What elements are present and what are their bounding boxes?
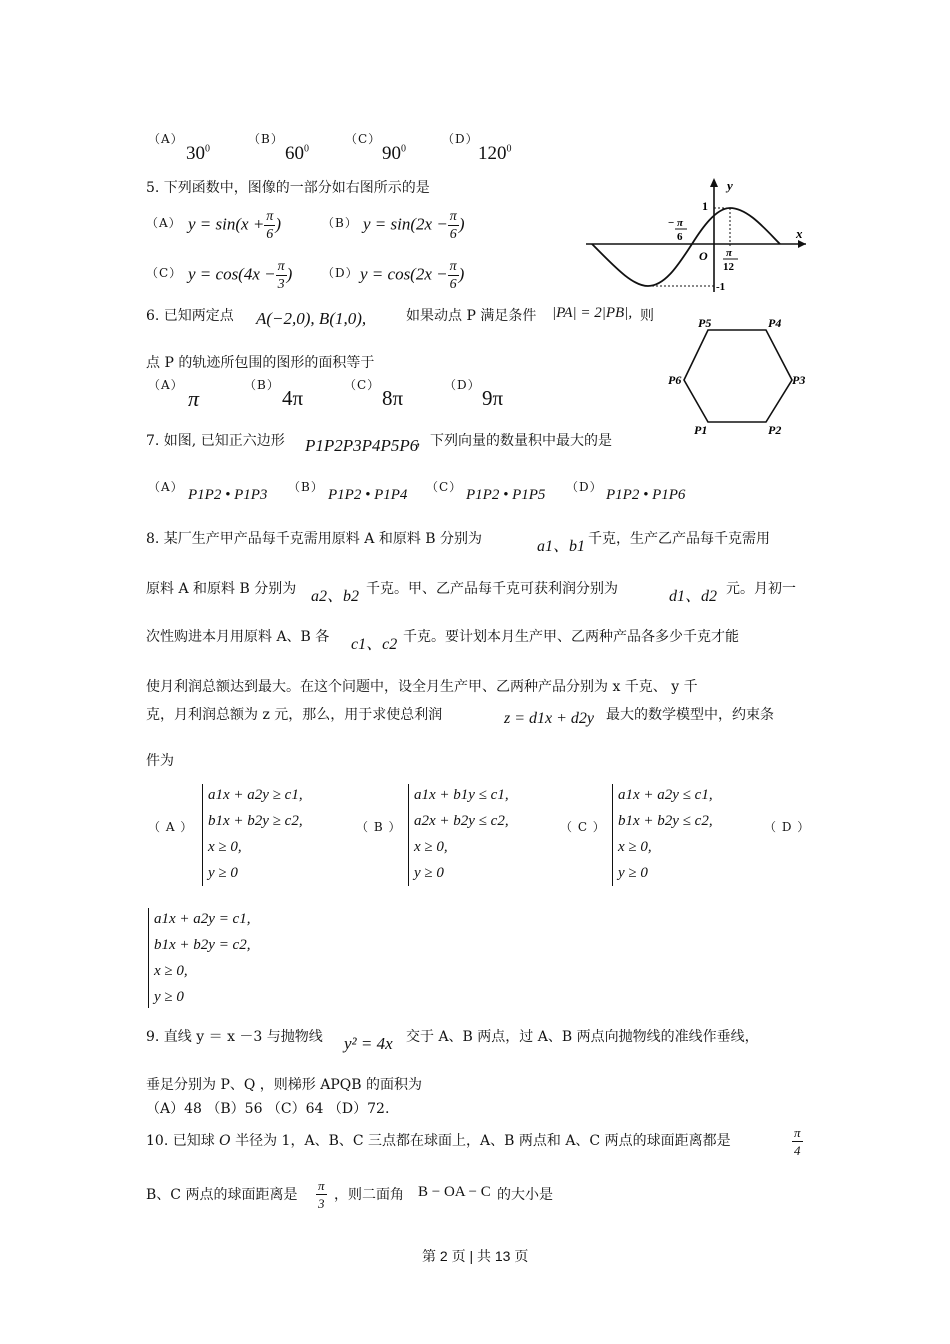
hex-label-p4: P4	[768, 316, 782, 330]
q8-line2-c: 元。月初一	[726, 581, 796, 597]
graph-curve	[592, 208, 780, 286]
q5-option-d-label: （D）	[322, 266, 359, 280]
q6-option-b-label: （B）	[244, 378, 280, 392]
q8-line5-math: z = d1x + d2y	[504, 710, 595, 727]
q9-parabola: y² = 4x	[344, 1034, 393, 1053]
q6-option-a-value: π	[188, 386, 200, 411]
q7-hexagon-name: P1P2P3P4P5P6	[305, 436, 419, 455]
q6-line2: 点 P 的轨迹所包围的图形的面积等于	[146, 355, 375, 371]
q8-option-b-system: a1x + b1y ≤ c1, a2x + b2y ≤ c2, x ≥ 0, y ≥ 0	[414, 787, 509, 881]
q5-option-d-formula: y = cos(2x − $\frac{\pi}{6}$ )	[360, 259, 465, 292]
q7-option-d-value: P1P2 • P1P6	[606, 487, 686, 503]
q7-stem-a: 7. 如图, 已知正六边形	[146, 433, 285, 449]
q5-option-a-formula: y = sin(x + $\frac{\pi}{6}$ )	[188, 209, 281, 242]
q8-option-b-label: （ B ）	[356, 820, 402, 834]
q8-option-a-system: a1x + a2y ≥ c1, b1x + b2y ≥ c2, x ≥ 0, y ≥ 0	[208, 787, 303, 881]
graph-neg-pi-num: π	[677, 217, 684, 229]
q5-option-c-formula: y = cos(4x − $\frac{\pi}{3}$ )	[188, 259, 293, 292]
q8-line6: 件为	[146, 753, 174, 769]
q8-option-d-label: （ D ）	[764, 820, 811, 834]
q6-option-d-value: 9π	[482, 386, 504, 410]
q8-option-c-system: a1x + a2y ≤ c1, b1x + b2y ≤ c2, x ≥ 0, y ≥ 0	[618, 787, 713, 881]
q6-condition: |PA| = 2|PB|,	[552, 305, 633, 321]
q10-fraction-1: $\frac{\pi}{4}$	[794, 1125, 801, 1158]
q8-option-d-system: a1x + a2y = c1, b1x + b2y = c2, x ≥ 0, y ≥ 0	[154, 911, 251, 1005]
q10-fraction-2: $\frac{\pi}{3}$	[318, 1178, 325, 1211]
graph-origin-label: O	[699, 249, 708, 263]
q4-option-a-label: （A）	[148, 132, 184, 146]
q6-stem-c: 则	[640, 308, 654, 324]
graph-neg-one-label: -1	[716, 281, 726, 293]
q7-option-c-value: P1P2 • P1P5	[466, 487, 546, 503]
q8-line1-math: a1、b1	[537, 538, 586, 555]
graph-neg-pi: −	[668, 217, 675, 229]
q8-line2-a: 原料 A 和原料 B 分别为	[146, 581, 297, 597]
q7-option-c-label: （C）	[426, 480, 463, 494]
q8-option-b-brace	[408, 784, 409, 886]
q6-option-d-label: （D）	[444, 378, 481, 392]
q8-line4: 使月利润总额达到最大。在这个问题中，设全月生产甲、乙两种产品分别为 x 千克、 y 千	[146, 679, 698, 695]
q6-stem-a: 6. 已知两定点	[146, 308, 234, 324]
q10-line2-c: 的大小是	[497, 1187, 553, 1203]
q8-option-a-label: （ A ）	[148, 820, 194, 834]
q8-line3-math: c1、c2	[351, 636, 398, 653]
q8-option-c-label: （ C ）	[560, 820, 606, 834]
q9-line1-b: 交于 A、B 两点，过 A、B 两点向抛物线的准线作垂线，	[406, 1029, 759, 1045]
hexagon-shape	[684, 330, 792, 422]
q8-line3-a: 次性购进本月用原料 A、B 各	[146, 629, 330, 645]
q6-option-a-label: （A）	[148, 378, 184, 392]
q10-line2-a: B、C 两点的球面距离是	[146, 1187, 298, 1203]
q8-line2-b: 千克。甲、乙产品每千克可获利润分别为	[366, 581, 618, 597]
q8-option-c-brace	[612, 784, 613, 886]
graph-x-label: x	[796, 226, 803, 241]
graph-pi-num: π	[726, 247, 733, 259]
q8-option-a-brace	[202, 784, 203, 886]
page-footer: 第 2 页 | 共 13 页	[422, 1248, 529, 1264]
q8-line1-b: 千克，生产乙产品每千克需用	[588, 531, 770, 547]
q6-option-c-label: （C）	[344, 378, 381, 392]
q4-option-b-label: （B）	[248, 132, 284, 146]
q7-option-b-label: （B）	[288, 480, 324, 494]
graph-x-arrow	[798, 240, 806, 248]
q8-line2-math2: d1、d2	[669, 588, 718, 605]
q7-option-a-label: （A）	[148, 480, 184, 494]
q5-option-b-formula: y = sin(2x − $\frac{\pi}{6}$ )	[363, 209, 465, 242]
q10-line1: 10. 已知球 O 半径为 1，A、B、C 三点都在球面上，A、B 两点和 A、C 两点的球面距离都是	[146, 1133, 731, 1149]
q4-option-c-value: $90^0$	[382, 143, 406, 164]
q8-line5-a: 克，月利润总额为 z 元，那么，用于求使总利润	[146, 707, 443, 723]
hex-label-p1: P1	[694, 423, 708, 437]
q4-option-b-value: $60^0$	[285, 143, 309, 164]
q4-option-a-value: $30^0$	[186, 143, 210, 164]
q10-line2-b: ，则二面角	[334, 1187, 404, 1203]
q5-option-c-label: （C）	[146, 266, 183, 280]
graph-y-label: y	[727, 178, 733, 193]
q7-option-a-value: P1P2 • P1P3	[188, 487, 268, 503]
graph-y-arrow	[710, 178, 718, 187]
q8-line3-b: 千克。要计划本月生产甲、乙两种产品各多少千克才能	[403, 629, 739, 645]
graph-pi-den: 12	[723, 261, 734, 273]
q6-option-c-value: 8π	[382, 386, 404, 410]
q9-line2: 垂足分别为 P、Q ，则梯形 APQB 的面积为	[146, 1077, 422, 1093]
q5-option-b-label: （B）	[322, 216, 358, 230]
q8-line1-a: 8. 某厂生产甲产品每千克需用原料 A 和原料 B 分别为	[146, 531, 483, 547]
hex-label-p2: P2	[768, 423, 782, 437]
q8-line5-b: 最大的数学模型中，约束条	[606, 707, 774, 723]
q6-points: A(−2,0), B(1,0),	[256, 309, 367, 328]
graph-neg-pi-den: 6	[677, 231, 683, 243]
graph-one-label: 1	[702, 199, 708, 213]
q4-option-c-label: （C）	[345, 132, 382, 146]
q7-option-b-value: P1P2 • P1P4	[328, 487, 408, 503]
q9-options: （A）48 （B）56 （C）64 （D）72.	[146, 1101, 390, 1117]
q7-option-d-label: （D）	[566, 480, 603, 494]
q5-stem: 5. 下列函数中，图像的一部分如右图所示的是	[146, 180, 430, 196]
q10-dihedral: B − OA − C	[418, 1184, 491, 1200]
q4-option-d-value: $120^0$	[478, 143, 512, 164]
q9-line1-a: 9. 直线 y ＝ x －3 与抛物线	[146, 1029, 323, 1045]
q6-option-b-value: 4π	[282, 386, 304, 410]
q4-option-d-label: （D）	[442, 132, 479, 146]
q6-stem-b: 如果动点 P 满足条件	[406, 308, 537, 324]
q7-stem-b: ，下列向量的数量积中最大的是	[416, 433, 612, 449]
q5-option-a-label: （A）	[146, 216, 182, 230]
hex-label-p3: P3	[792, 373, 806, 387]
hex-label-p6: P6	[668, 373, 682, 387]
q5-sine-graph	[584, 174, 810, 294]
q8-option-d-brace	[148, 908, 149, 1008]
q8-line2-math: a2、b2	[311, 588, 360, 605]
hexagon-figure	[668, 314, 808, 438]
hex-label-p5: P5	[698, 316, 712, 330]
